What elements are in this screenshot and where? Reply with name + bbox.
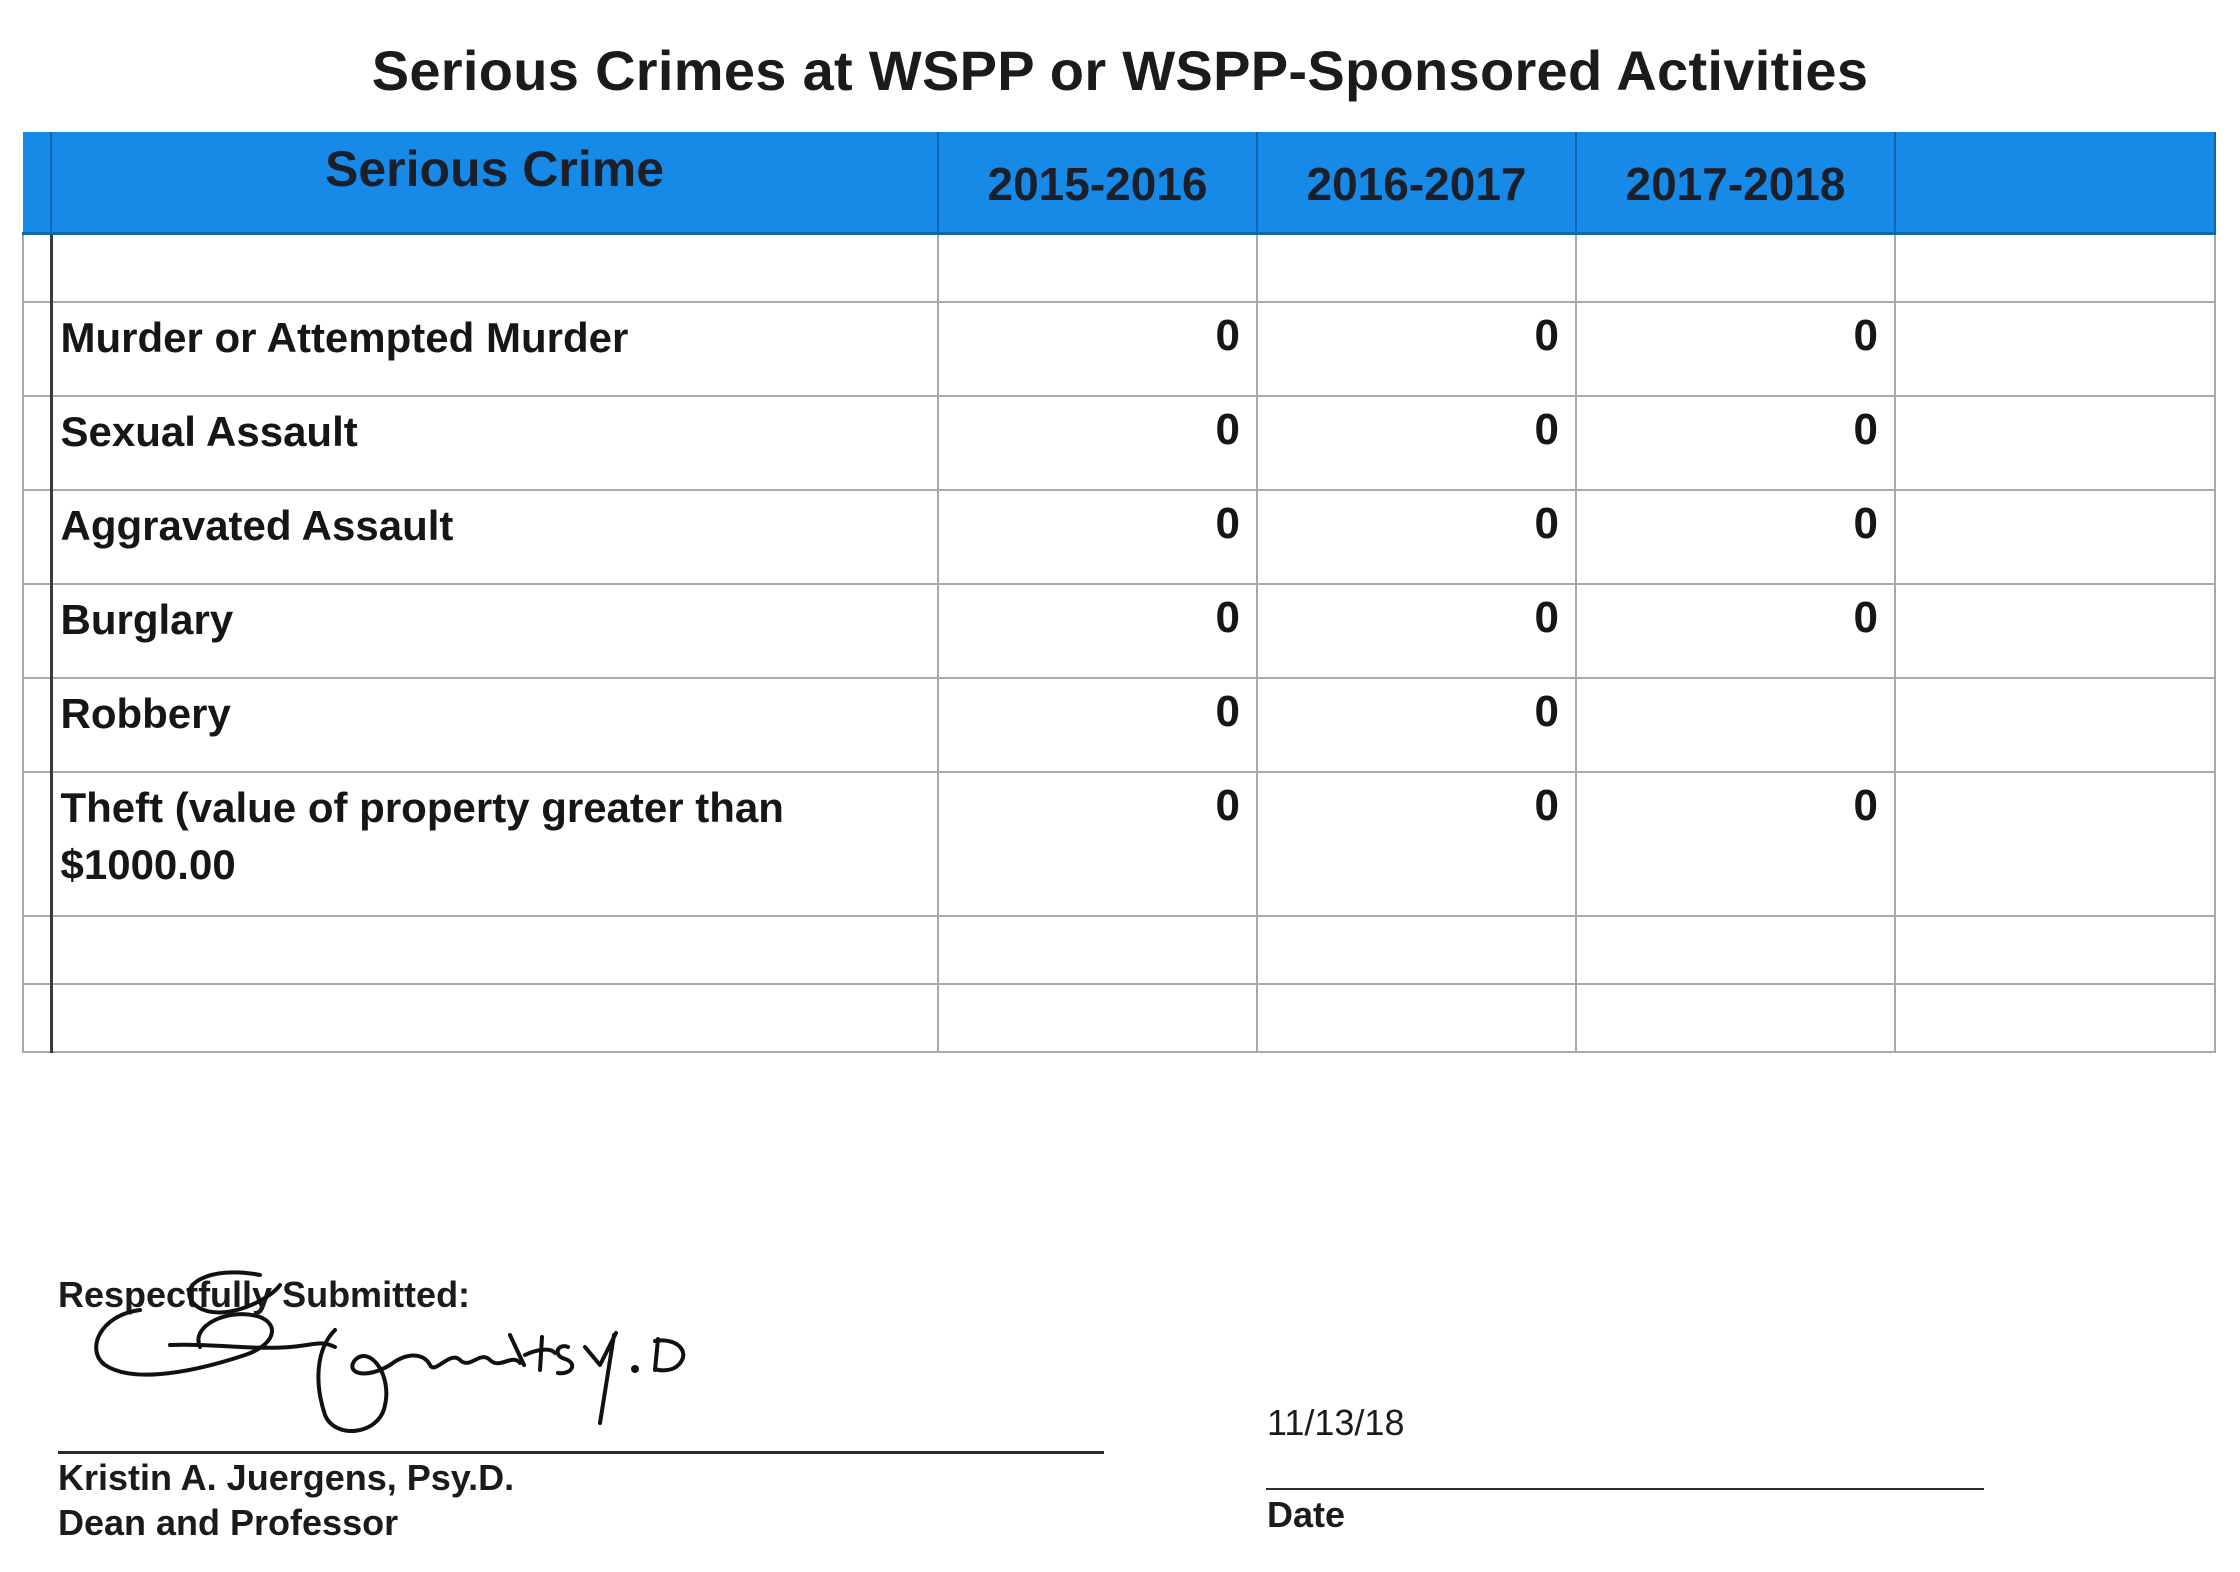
- count-cell: 0: [938, 302, 1257, 396]
- crime-name-cell: Robbery: [51, 678, 938, 772]
- empty-cell: [1576, 984, 1895, 1052]
- crime-name-cell: Aggravated Assault: [51, 490, 938, 584]
- count-cell: 0: [1257, 678, 1576, 772]
- header-serious-crime: Serious Crime: [51, 132, 938, 234]
- count-cell: 0: [938, 396, 1257, 490]
- table-row: [23, 772, 2215, 916]
- date-value: 11/13/18: [1267, 1402, 1405, 1443]
- count-cell: 0: [938, 490, 1257, 584]
- count-cell: [1576, 678, 1895, 772]
- signer-name: Kristin A. Juergens, Psy.D.: [58, 1457, 515, 1498]
- empty-cell: [1895, 984, 2215, 1052]
- empty-cell: [1895, 772, 2215, 916]
- signature-line: [58, 1451, 1104, 1454]
- empty-cell: [1257, 984, 1576, 1052]
- empty-cell: [1257, 234, 1576, 303]
- header-empty-cell: [1895, 132, 2215, 234]
- count-cell: 0: [1576, 584, 1895, 678]
- table-header-row: [23, 132, 2215, 234]
- row-margin-cell: [23, 396, 51, 490]
- respectfully-submitted-label: Respectfully Submitted:: [58, 1274, 471, 1315]
- crime-name-cell: Theft (value of property greater than $1000.00: [51, 772, 938, 916]
- table-row-empty: [23, 916, 2215, 984]
- header-year-2016-2017: 2016-2017: [1257, 132, 1576, 234]
- crime-name-cell: Murder or Attempted Murder: [51, 302, 938, 396]
- row-margin-cell: [23, 302, 51, 396]
- empty-cell: [1895, 302, 2215, 396]
- row-margin-cell: [23, 678, 51, 772]
- count-cell: 0: [1257, 302, 1576, 396]
- empty-cell: [1576, 916, 1895, 984]
- count-cell: 0: [938, 772, 1257, 916]
- date-label: Date: [1267, 1494, 1346, 1535]
- header-year-2015-2016: 2015-2016: [938, 132, 1257, 234]
- empty-cell: [51, 984, 938, 1052]
- empty-cell: [1895, 490, 2215, 584]
- crime-name-cell: Sexual Assault: [51, 396, 938, 490]
- empty-cell: [1576, 234, 1895, 303]
- table-row: [23, 678, 2215, 772]
- count-cell: 0: [1257, 772, 1576, 916]
- handwritten-signature: [80, 1255, 720, 1445]
- row-margin-cell: [23, 234, 51, 303]
- header-margin-cell: [23, 132, 51, 234]
- count-cell: 0: [938, 584, 1257, 678]
- header-year-2017-2018: 2017-2018: [1576, 132, 1895, 234]
- table-row: [23, 302, 2215, 396]
- row-margin-cell: [23, 490, 51, 584]
- count-cell: 0: [938, 678, 1257, 772]
- empty-cell: [1257, 916, 1576, 984]
- count-cell: 0: [1257, 396, 1576, 490]
- row-margin-cell: [23, 584, 51, 678]
- serious-crimes-table: [22, 132, 2216, 1053]
- empty-cell: [51, 916, 938, 984]
- document-title: Serious Crimes at WSPP or WSPP-Sponsored Activities: [371, 39, 1869, 102]
- count-cell: 0: [1576, 302, 1895, 396]
- count-cell: 0: [1257, 490, 1576, 584]
- count-cell: 0: [1257, 584, 1576, 678]
- table-row-empty: [23, 984, 2215, 1052]
- count-cell: 0: [1576, 772, 1895, 916]
- empty-cell: [51, 234, 938, 303]
- empty-cell: [938, 234, 1257, 303]
- row-margin-cell: [23, 772, 51, 916]
- table-row-empty: [23, 234, 2215, 303]
- table-row: [23, 490, 2215, 584]
- empty-cell: [1895, 916, 2215, 984]
- count-cell: 0: [1576, 396, 1895, 490]
- empty-cell: [1895, 396, 2215, 490]
- empty-cell: [1895, 584, 2215, 678]
- table-row: [23, 396, 2215, 490]
- empty-cell: [1895, 678, 2215, 772]
- empty-cell: [938, 984, 1257, 1052]
- row-margin-cell: [23, 916, 51, 984]
- empty-cell: [1895, 234, 2215, 303]
- crime-name-cell: Burglary: [51, 584, 938, 678]
- date-line: [1266, 1488, 1984, 1490]
- row-margin-cell: [23, 984, 51, 1052]
- table-row: [23, 584, 2215, 678]
- count-cell: 0: [1576, 490, 1895, 584]
- empty-cell: [938, 916, 1257, 984]
- signer-role: Dean and Professor: [58, 1502, 399, 1543]
